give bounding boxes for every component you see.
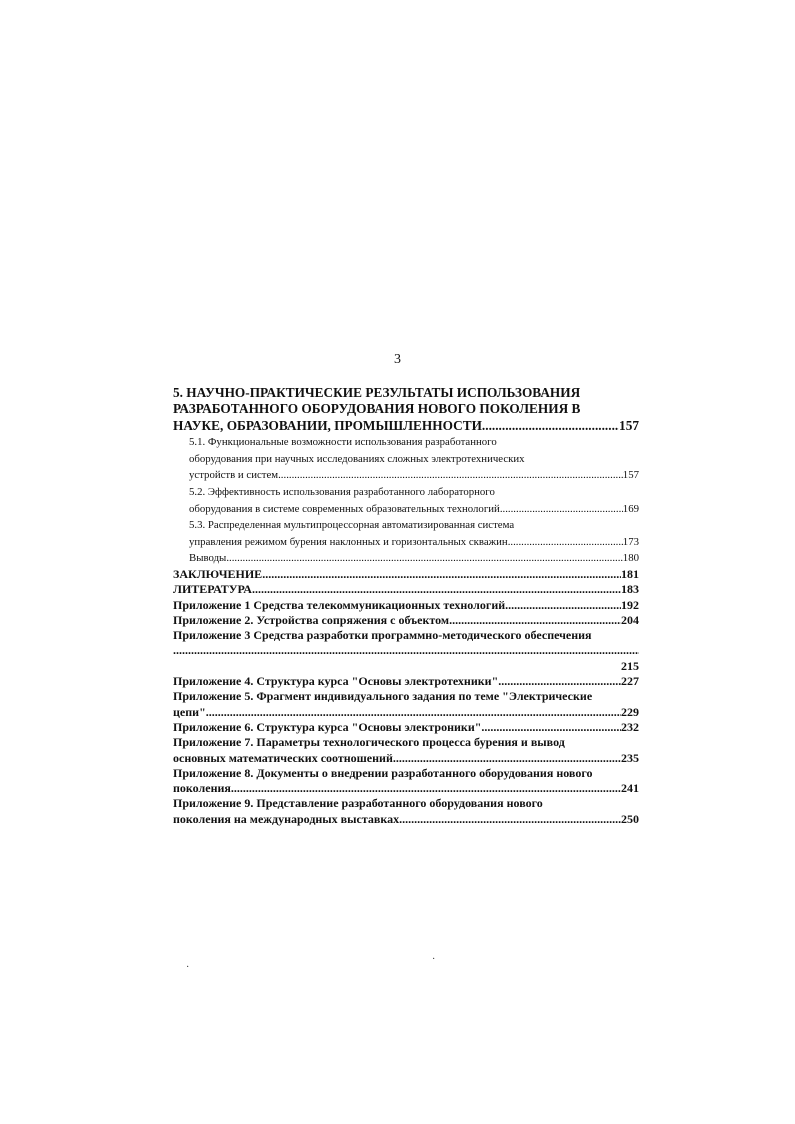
toc-title: устройств и систем [189,469,279,482]
dot-leader [173,643,639,658]
toc-subsection-5-1 [173,434,639,484]
toc-appendix-2 [173,613,639,628]
toc-title: ЗАКЛЮЧЕНИЕ [173,566,263,581]
toc-page: 157 [619,417,639,433]
toc-page: 173 [622,535,639,548]
toc-title: ЛИТЕРАТУРА [173,582,252,597]
toc-sub-line: 5.2. Эффективность использования разработанного лабораторного [189,486,495,498]
page-number: 3 [394,352,401,367]
toc-sub-entry [189,534,639,551]
toc-page: 250 [621,811,639,826]
toc-vyvody [173,550,639,567]
toc-title: цепи" [173,704,206,719]
toc-title: Приложение 5. Фрагмент индивидуального задания по теме "Электрические [173,689,593,704]
scan-speck: · [432,954,436,965]
toc-entry-line [173,751,639,766]
toc-appendix-7 [173,735,639,766]
toc-appendix-3 [173,628,639,674]
dot-leader [399,812,621,827]
toc-sub-line: оборудования при научных исследованиях сложных электротехнических [189,452,525,465]
dot-leader [498,674,621,689]
toc-sub-entry [189,501,639,518]
toc-title: поколения [173,781,231,796]
toc-page: 169 [622,502,639,515]
toc-title: Приложение 7. Параметры технологического процесса бурения и вывод [173,735,565,750]
dot-leader [206,705,621,720]
dot-leader [508,534,623,551]
dot-leader [505,598,621,613]
toc-subsection-5-2 [173,484,639,517]
toc-page: 181 [621,566,639,581]
toc-page: 157 [622,469,639,482]
toc-page: 215 [621,658,639,673]
dot-leader [278,467,623,484]
toc-title: Приложение 1 Средства телекоммуникационных технологий [173,597,506,612]
dot-leader [226,550,622,567]
toc-literatura [173,582,639,597]
dot-leader [449,613,621,628]
toc-sub-entry [189,550,639,567]
dot-leader [252,582,621,597]
dot-leader [482,418,619,434]
toc-sub-line: 5.1. Функциональные возможности использования разработанного [189,436,497,449]
dot-leader [481,720,621,735]
toc-title: НАУКЕ, ОБРАЗОВАНИИ, ПРОМЫШЛЕННОСТИ [173,417,482,433]
toc-entry-line [173,705,639,720]
toc-section-5-line1: 5. НАУЧНО-ПРАКТИЧЕСКИЕ РЕЗУЛЬТАТЫ ИСПОЛЬЗОВАНИЯ [173,385,581,400]
toc-title: Приложение 2. Устройства сопряжения с объектом [173,612,450,627]
dot-leader [500,501,623,518]
dot-leader [231,781,621,796]
toc-title: основных математических соотношений. [173,750,396,765]
toc-appendix-1 [173,598,639,613]
toc-section-5-line3 [173,418,639,434]
toc-page: 229 [621,704,639,719]
toc-section-5-line2: РАЗРАБОТАННОГО ОБОРУДОВАНИЯ НОВОГО ПОКОЛЕНИЯ В [173,401,581,417]
toc-page: 204 [621,612,639,627]
dot-leader [262,567,621,582]
toc-appendix-9 [173,796,639,827]
toc-appendix-6 [173,720,639,735]
toc-page: 180 [622,552,639,565]
toc-sub-entry [189,467,639,484]
toc-page: 241 [621,781,639,796]
toc-title: Выводы [189,552,227,565]
toc-appendix-4 [173,674,639,689]
toc-page: 183 [621,582,639,597]
toc-appendix-5 [173,689,639,720]
toc-title: Приложение 9. Представление разработанного оборудования нового [173,796,543,811]
toc-title: Приложение 8. Документы о внедрении разработанного оборудования нового [173,765,593,780]
toc-section-5 [173,385,639,434]
toc-appendix-8 [173,766,639,797]
toc-title: Приложение 6. Структура курса "Основы электроники" [173,719,482,734]
toc-entry-line [173,812,639,827]
toc-title: поколения на международных выставках [173,811,400,826]
toc-page: 232 [621,719,639,734]
toc-title: Приложение 3 Средства разработки программно-методического обеспечения [173,628,592,643]
table-of-contents [173,385,639,827]
toc-subsection-5-3 [173,517,639,550]
toc-page: 227 [621,674,639,689]
toc-sub-line: 5.3. Распределенная мультипроцессорная автоматизированная система [189,519,515,532]
toc-page: 192 [621,597,639,612]
toc-entry-line [173,781,639,796]
scan-speck: · [186,962,190,973]
toc-title: Приложение 4. Структура курса "Основы электротехники" [173,674,499,689]
toc-zaklyuchenie [173,567,639,582]
dot-leader [396,751,621,766]
toc-title: управления режимом бурения наклонных и горизонтальных скважин [189,535,508,548]
toc-page: 235 [621,750,639,765]
toc-title: оборудования в системе современных образовательных технологий [189,502,500,515]
